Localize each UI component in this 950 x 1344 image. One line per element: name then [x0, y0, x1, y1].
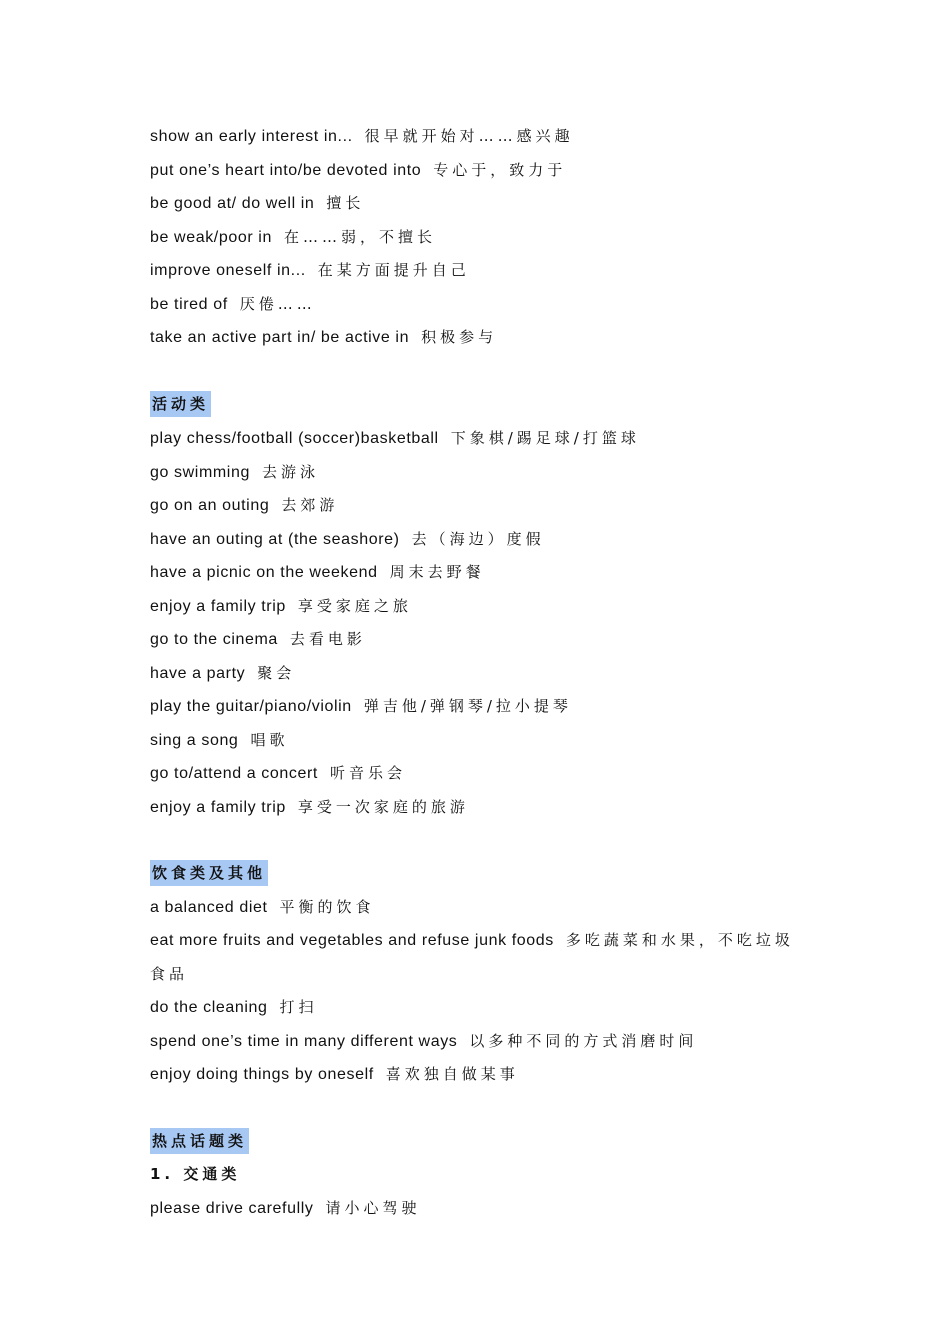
phrase-en: play chess/football (soccer)basketball [150, 430, 439, 447]
phrase-zh: 享受家庭之旅 [297, 596, 412, 615]
phrase-line [150, 456, 319, 489]
phrase-zh: 专心于，致力于 [433, 160, 567, 179]
phrase-en: put one’s heart into/be devoted into [150, 161, 422, 179]
phrase-en: have a party [150, 664, 246, 682]
phrase-en: sing a song [150, 731, 239, 749]
phrase-en: go to/attend a concert [150, 765, 318, 782]
phrase-zh: 弹吉他/弹钢琴/拉小提琴 [363, 697, 572, 715]
phrase-zh: 听音乐会 [329, 764, 406, 782]
phrase-line [150, 991, 318, 1024]
phrase-zh: 在……弱，不擅长 [283, 227, 436, 246]
phrase-line [150, 690, 572, 723]
phrase-line [150, 791, 469, 824]
phrase-zh: 聚会 [257, 663, 296, 682]
phrase-line [150, 590, 412, 623]
phrase-en: be weak/poor in [150, 228, 272, 246]
phrase-zh: 打扫 [279, 998, 318, 1016]
phrase-line [150, 154, 566, 187]
phrase-en: enjoy doing things by oneself [150, 1066, 374, 1083]
phrase-zh: 享受一次家庭的旅游 [297, 797, 469, 816]
phrase-en: enjoy a family trip [150, 597, 286, 615]
phrase-en: enjoy a family trip [150, 798, 286, 816]
phrase-en: go on an outing [150, 497, 270, 514]
phrase-line [150, 288, 316, 321]
phrase-line [150, 422, 640, 455]
phrase-zh: 平衡的饮食 [279, 898, 375, 916]
phrase-en: show an early interest in... [150, 128, 353, 145]
phrase-line [150, 489, 338, 522]
phrase-en: go to the cinema [150, 631, 278, 648]
phrase-zh: 在某方面提升自己 [317, 261, 470, 279]
phrase-line [150, 556, 485, 589]
phrase-line [150, 891, 375, 924]
phrase-line [150, 724, 288, 757]
section-heading-diet: 饮食类及其他 [150, 860, 268, 886]
phrase-line-wrapped [150, 924, 810, 991]
phrase-line [150, 1025, 697, 1058]
phrase-line [150, 321, 497, 354]
phrase-zh: 去（海边）度假 [411, 529, 545, 548]
phrase-line [150, 120, 574, 153]
phrase-zh: 厌倦…… [239, 294, 316, 313]
phrase-zh: 擅长 [326, 194, 365, 212]
phrase-line [150, 1192, 421, 1225]
phrase-en: be good at/ do well in [150, 195, 315, 212]
phrase-line [150, 657, 295, 690]
phrase-zh: 去看电影 [289, 630, 366, 648]
phrase-zh: 喜欢独自做某事 [385, 1065, 519, 1083]
phrase-en: do the cleaning [150, 999, 268, 1016]
phrase-line [150, 1058, 519, 1091]
phrase-en: eat more fruits and vegetables and refuse junk foods [150, 932, 554, 949]
phrase-en: take an active part in/ be active in [150, 329, 410, 346]
section-heading-activities: 活动类 [150, 391, 211, 417]
phrase-en: be tired of [150, 295, 228, 313]
subsection-heading-traffic: 1. 交通类 [150, 1165, 241, 1183]
phrase-en: please drive carefully [150, 1199, 314, 1217]
phrase-zh: 积极参与 [421, 328, 498, 346]
phrase-zh: 多吃蔬菜和水果，不吃垃圾食品 [150, 931, 794, 983]
phrase-en: a balanced diet [150, 899, 268, 916]
phrase-zh: 去郊游 [281, 496, 339, 514]
phrase-line [150, 523, 545, 556]
phrase-line [150, 187, 364, 220]
phrase-en: improve oneself in... [150, 262, 306, 279]
phrase-line [150, 221, 436, 254]
phrase-line [150, 623, 366, 656]
phrase-zh: 很早就开始对……感兴趣 [364, 127, 574, 145]
phrase-zh: 下象棋/踢足球/打篮球 [450, 429, 640, 447]
phrase-en: have an outing at (the seashore) [150, 530, 400, 548]
phrase-line [150, 254, 470, 287]
phrase-en: have a picnic on the weekend [150, 564, 378, 581]
phrase-en: go swimming [150, 463, 250, 481]
phrase-zh: 周末去野餐 [389, 563, 485, 581]
phrase-zh: 唱歌 [250, 730, 289, 749]
phrase-zh: 请小心驾驶 [325, 1198, 421, 1217]
phrase-zh: 以多种不同的方式消磨时间 [469, 1031, 698, 1050]
phrase-en: play the guitar/piano/violin [150, 698, 352, 715]
phrase-line [150, 757, 406, 790]
phrase-zh: 去游泳 [261, 462, 319, 481]
phrase-en: spend one’s time in many different ways [150, 1032, 458, 1050]
section-heading-hot-topics: 热点话题类 [150, 1128, 249, 1154]
